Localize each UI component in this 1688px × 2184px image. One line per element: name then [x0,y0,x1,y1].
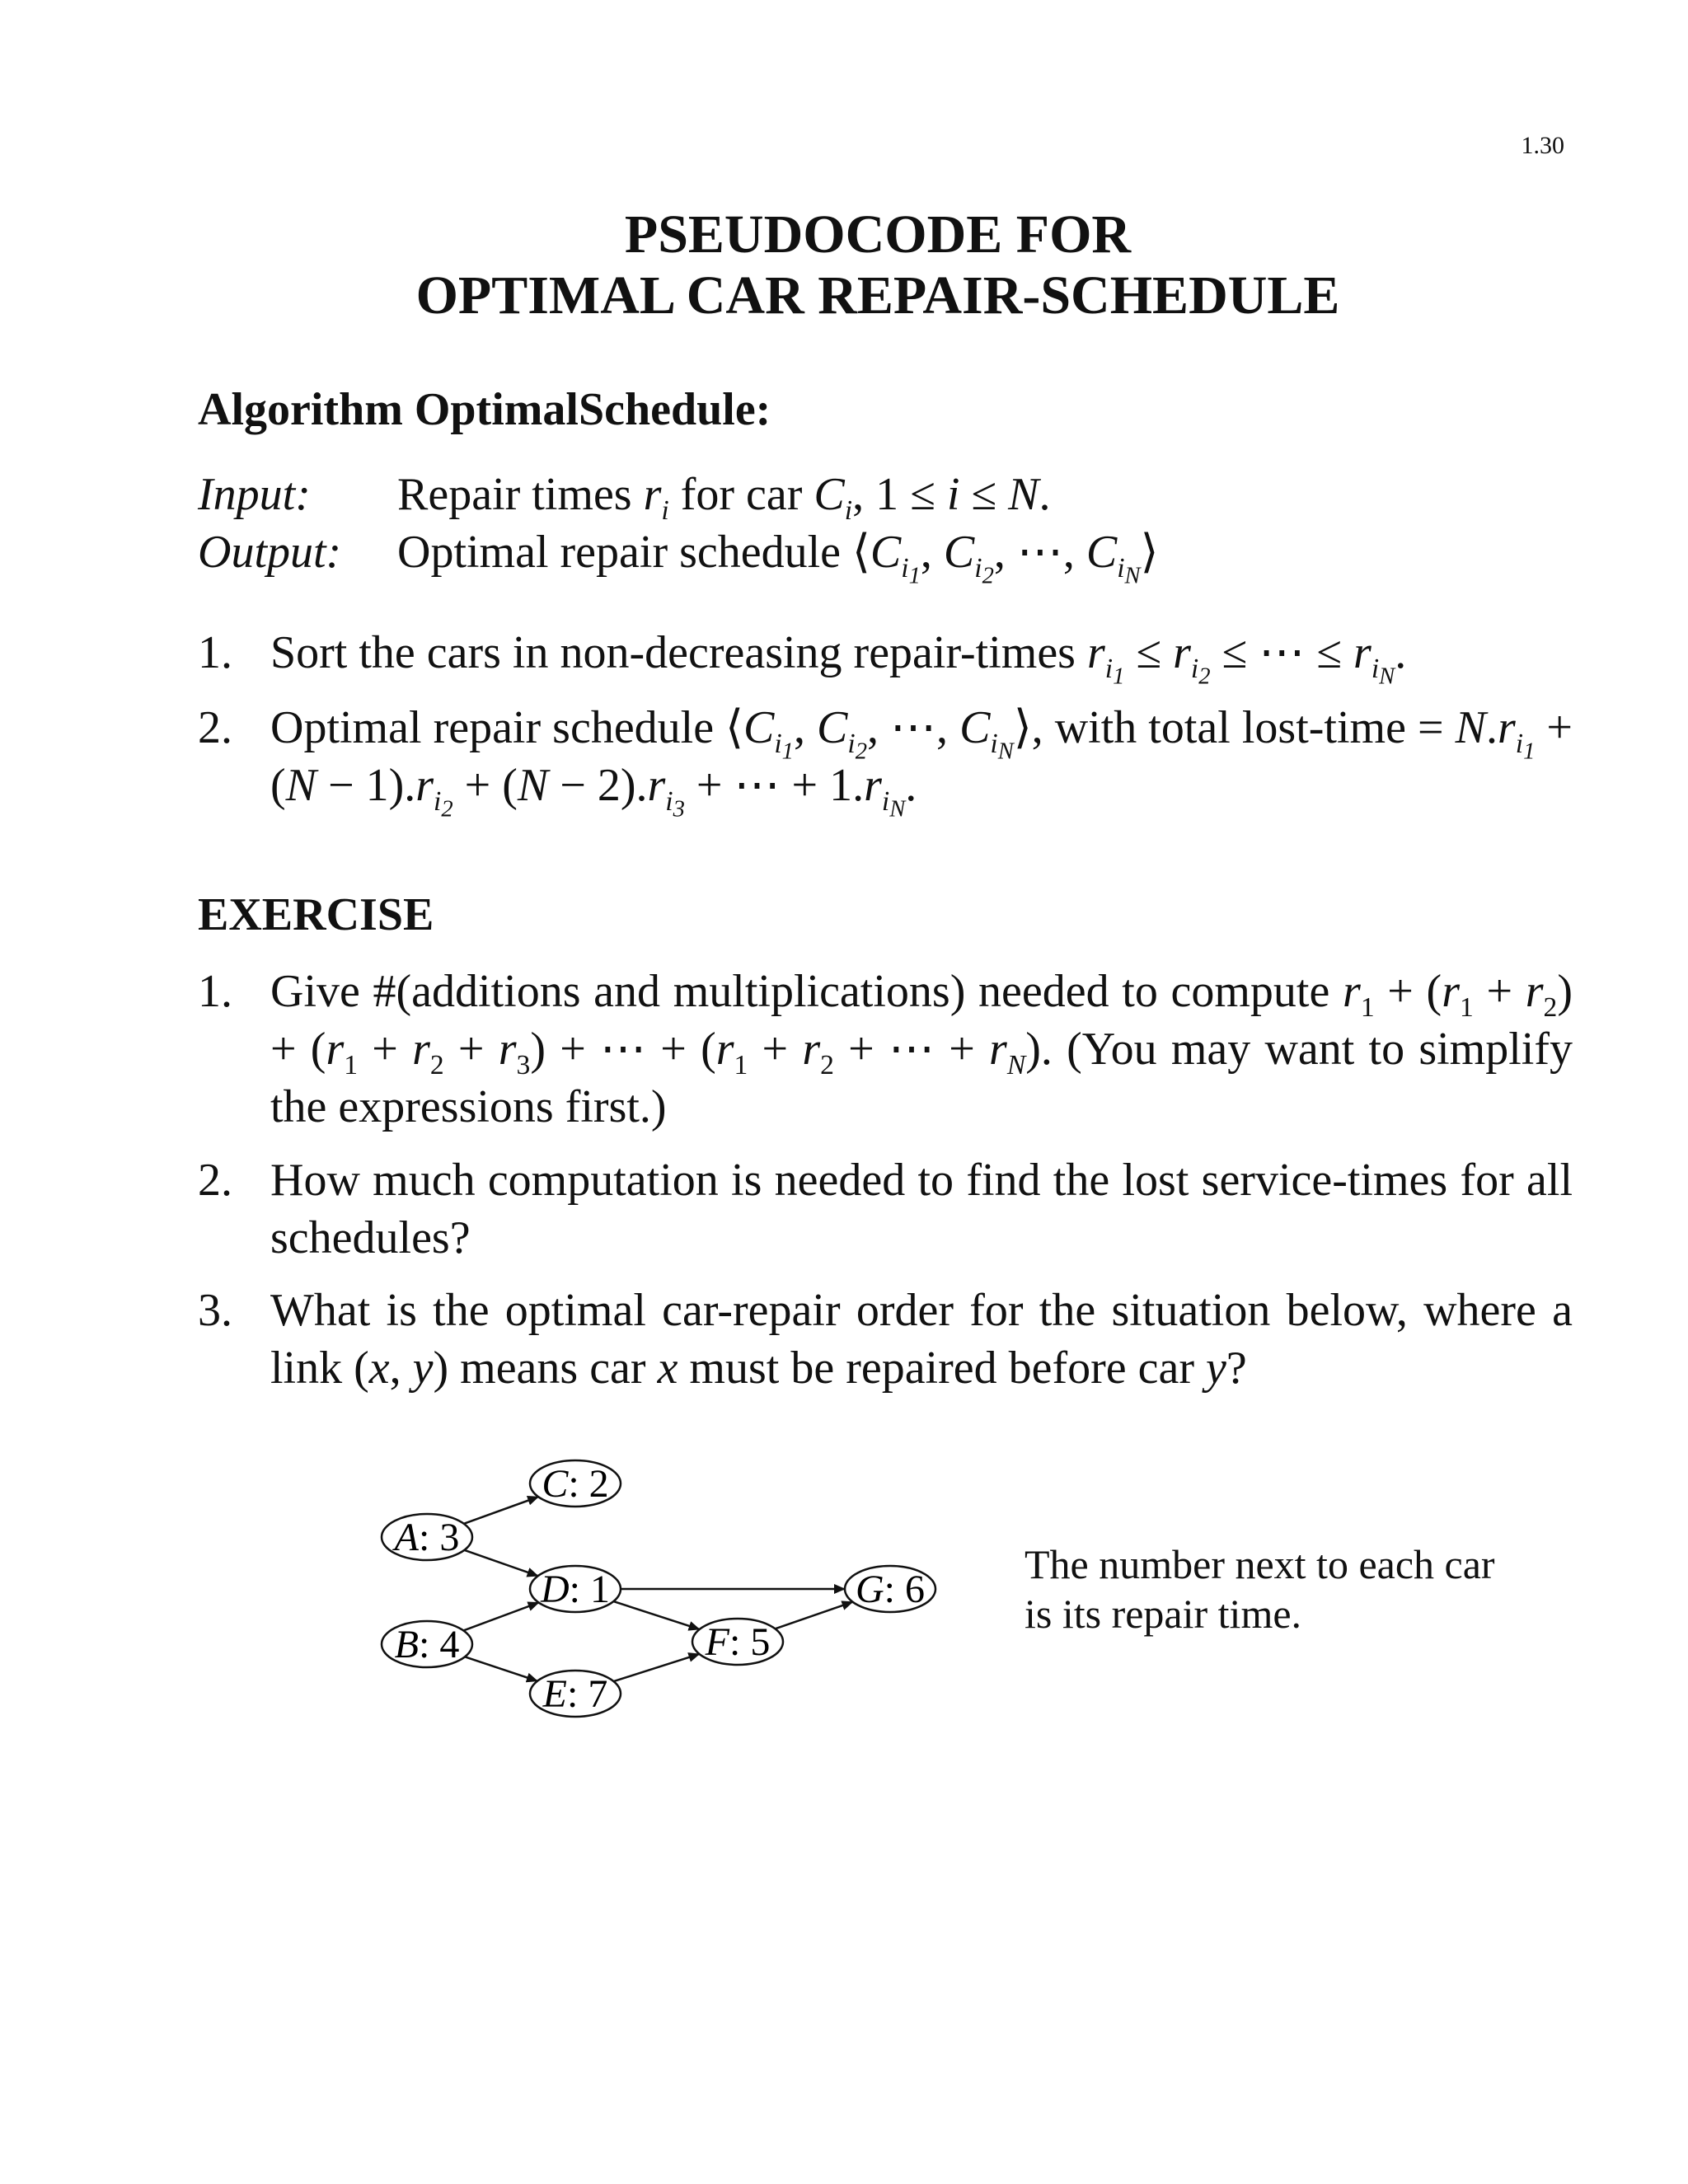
input-text: Repair times $r_i$ for car $C_i$, 1 ≤ i ≤ N. [397,469,1051,527]
exercise-text: What is the optimal car-repair order for the situation below, where a link (x, y) means car x must be repaired before car y? [270,1285,1573,1394]
node-label: B: 4 [394,1623,460,1666]
edge-b-d [463,1603,538,1631]
edge-e-f [614,1654,700,1681]
algorithm-step-1 [198,624,1573,690]
page-title-line-1: PSEUDOCODE FOR [624,204,1132,265]
step-text: Sort the cars in non-decreasing repair-times $r_{i_1} \le r_{i_2}$ ≤ ⋯ ≤ $r_{i_N}$. [270,627,1407,690]
node-label: C: 2 [542,1462,609,1506]
node-g [845,1566,935,1612]
exercise-item-1 [198,963,1573,1136]
precedence-graph [363,1451,973,1731]
input-label: Input: [198,469,311,520]
algorithm-heading: Algorithm OptimalSchedule: [198,384,771,435]
exercise-heading: EXERCISE [198,889,434,940]
node-label: E: 7 [542,1672,608,1716]
page-number: 1.30 [1521,132,1564,159]
edge-d-f [613,1601,699,1629]
edge-b-e [465,1657,537,1680]
output-label: Output: [198,527,342,578]
edge-a-d [464,1550,537,1576]
edge-a-c [464,1497,538,1524]
exercise-item-2 [198,1151,1573,1267]
node-c [530,1460,621,1507]
output-text: Optimal repair schedule $⟨C_{i_1}$, $C_{i_2}$, ⋯, $C_{i_N}⟩$ [397,527,1159,589]
exercise-item-3 [198,1282,1573,1397]
algorithm-output [198,523,1159,589]
step-number: 2. [198,702,232,753]
exercise-number: 3. [198,1285,232,1336]
node-f [692,1619,783,1665]
graph-note: The number next to each car is its repair time. [1025,1541,1495,1637]
page-title-line-2: OPTIMAL CAR REPAIR-SCHEDULE [415,265,1340,326]
edge-f-g [775,1602,852,1629]
node-d [530,1566,621,1612]
exercise-text: Give #(additions and multiplications) needed to compute $r_1 + (r_1 + r_2) + (r_1 + r_2 + r_3)$ + ⋯ + ($r_1 + r_2$ + ⋯ + $r_N$). (You may want to simplify the expressions first.) [270,966,1573,1132]
exercise-number: 1. [198,966,232,1017]
step-text: Optimal repair schedule $⟨C_{i_1}$, $C_{i_2}$, ⋯, $C_{i_N}⟩$, with total lost-time = $N.r_{i_1} + (N - 1).r_{i_2} + (N - 2).r_{i_3}$ + ⋯ + $1.r_{i_N}$. [270,702,1573,823]
node-b [382,1621,472,1667]
algorithm-input [198,466,1051,527]
node-e [530,1671,621,1717]
node-label: G: 6 [855,1568,926,1611]
node-a [382,1514,472,1560]
node-label: D: 1 [540,1568,611,1611]
exercise-number: 2. [198,1155,232,1206]
node-label: F: 5 [705,1620,771,1664]
algorithm-step-2 [198,699,1573,823]
exercise-text: How much computation is needed to find the lost service-times for all schedules? [270,1155,1573,1263]
step-number: 1. [198,627,232,678]
node-label: A: 3 [394,1516,460,1559]
